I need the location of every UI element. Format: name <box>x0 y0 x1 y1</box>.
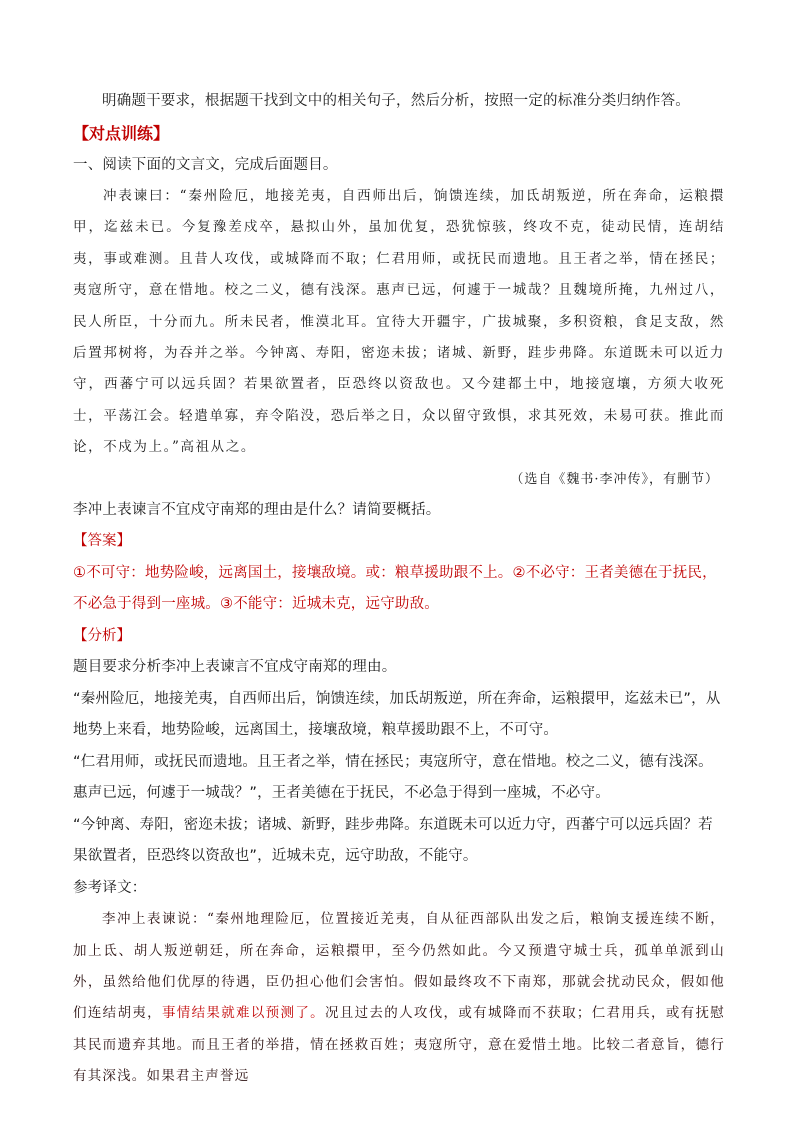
document-page <box>73 86 725 1093</box>
analysis-label: 【分析】 <box>73 627 131 644</box>
question-text: 李冲上表谏言不宜戍守南郑的理由是什么？请简要概括。 <box>73 501 441 518</box>
analysis-intro: 题目要求分析李冲上表谏言不宜戍守南郑的理由。 <box>73 659 397 676</box>
analysis-point-1: “秦州险厄，地接羌夷，自西师出后，饷馈连续，加氐胡叛逆，所在奔命，运粮擐甲，迄兹未已”，从地势上来看，地势险峻，远离国土，接壤敌境，粮草援助跟不上，不可守。 <box>73 690 721 739</box>
analysis-point-3: “今钟离、寿阳，密迩未拔；诸城、新野，跬步弗降。东道既未可以近力守，西蕃宁可以远兵固？若果欲置者，臣恐终以资敌也”，近城未克，远守助敌，不能守。 <box>73 816 713 865</box>
translation-part-2-highlight: 事情结果就难以预测了。 <box>161 1005 325 1022</box>
translation-text <box>73 904 725 1092</box>
section-heading: 【对点训练】 <box>73 123 170 143</box>
answer-label: 【答案】 <box>73 533 131 550</box>
classical-text: 冲表谏曰：“秦州险厄，地接羌夷，自西师出后，饷馈连续，加氐胡叛逆，所在奔命，运粮擐甲，迄兹未已。今复豫差戍卒，悬拟山外，虽加优复，恐犹惊骇，终攻不克，徒动民情，连胡结夷，事或难测。且昔人攻伐，或城降而不取；仁君用师，或抚民而遗地。且王者之举，情在拯民；夷寇所守，意在惜地。校之二义，德有浅深。惠声已远，何遽于一城哉？且魏境所掩，九州过八，民人所臣，十分而九。所未民者，惟漠北耳。宜待大开疆宇，广拔城聚，多积资粮，食足支敌，然后置邦树将，为吞并之举。今钟离、寿阳，密迩未拔；诸城、新野，跬步弗降。东道既未可以近力守，西蕃宁可以远兵固？若果欲置者，臣恐终以资敌也。又今建都土中，地接寇壤，方须大收死士，平荡江会。轻遣单寡，弃令陷没，恐后举之日，众以留守致惧，求其死效，未易可获。推此而论，不戍为上。”高祖从之。 <box>73 188 725 456</box>
task-line: 一、阅读下面的文言文，完成后面题目。 <box>73 156 338 173</box>
translation-label: 参考译文： <box>73 879 147 896</box>
intro-text: 明确题干要求，根据题干找到文中的相关句子，然后分析，按照一定的标准分类归纳作答。 <box>102 93 690 109</box>
translation-part-3: 况且过去的人攻伐，或有城降而不获取；仁君用兵，或有抚慰其民而遗弃其地。而且王者的举措，情在拯救百姓；夷寇所守，意在爱惜土地。比较二者意旨，德行有其深浅。如果君主声誉远 <box>73 1005 726 1085</box>
analysis-point-2: “仁君用师，或抚民而遗地。且王者之举，情在拯民；夷寇所守，意在惜地。校之二义，德有浅深。惠声已远，何遽于一城哉？”，王者美德在于抚民，不必急于得到一座城，不必守。 <box>73 753 713 802</box>
answer-text: ①不可守：地势险峻，远离国土，接壤敌境。或：粮草援助跟不上。②不必守：王者美德在于抚民，不必急于得到一座城。③不能守：近城未克，远守助敌。 <box>73 564 717 613</box>
translation-part-1: 李冲上表谏说：“秦州地理险厄，位置接近羌夷，自从征西部队出发之后，粮饷支援连续不断，加上氐、胡人叛逆朝廷，所在奔命，运粮擐甲，至今仍然如此。今又预遣守城士兵，孤单单派到山外，虽然给他们优厚的待遇，臣仍担心他们会害怕。假如最终攻不下南郑，那就会扰动民众，假如他们连结胡夷， <box>73 911 725 1022</box>
source-citation: （选自《魏书·李冲传》，有删节） <box>510 471 719 487</box>
